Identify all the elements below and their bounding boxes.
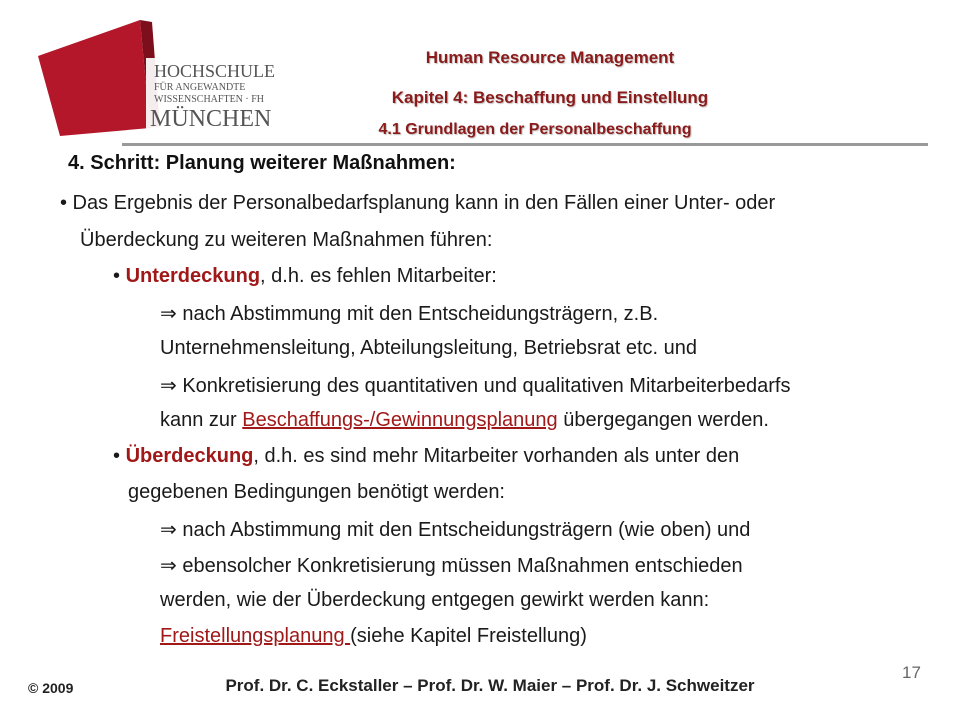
ueber-arrow1-line [160, 517, 750, 542]
course-title: Human Resource Management [425, 48, 675, 67]
ueberdeckung-line2: gegebenen Bedingungen benötigt werden: [128, 481, 505, 503]
logo-line2: FÜR ANGEWANDTE [154, 82, 246, 93]
bullet-symbol: • [113, 445, 121, 467]
logo-red-shape [38, 20, 150, 136]
unter-arrow2-text: Konkretisierung des quantitativen und qualitativen Mitarbeiterbedarfs [176, 375, 791, 397]
logo-line4: MÜNCHEN [150, 106, 272, 132]
bullet-symbol: • [113, 265, 121, 287]
unter-arrow1-line2: Unternehmensleitung, Abteilungsleitung, Betriebsrat etc. und [160, 337, 698, 359]
implies-arrow-icon: ⇒ [160, 555, 177, 577]
unterdeckung-desc: , d.h. es fehlen Mitarbeiter: [260, 265, 497, 287]
ueber-arrow2-line2: werden, wie der Überdeckung entgegen gewirkt werden kann: [160, 589, 710, 611]
logo-line3: WISSENSCHAFTEN · FH [154, 94, 265, 105]
unter-arrow1-text: nach Abstimmung mit den Entscheidungsträgern, z.B. [176, 303, 659, 325]
unterdeckung-term: Unterdeckung [125, 265, 261, 287]
ueber-arrow2-suffix: (siehe Kapitel Freistellung) [350, 625, 587, 647]
university-logo [30, 18, 280, 136]
beschaffungsplanung-link[interactable]: Beschaffungs-/Gewinnungsplanung [242, 409, 558, 431]
ueber-arrow2-text: ebensolcher Konkretisierung müssen Maßnahmen entschieden [176, 555, 743, 577]
ueber-arrow2-line1 [160, 553, 743, 578]
section-title: 4.1 Grundlagen der Personalbeschaffung [378, 121, 692, 138]
ueberdeckung-term: Überdeckung [125, 445, 254, 467]
slide-heading: 4. Schritt: Planung weiterer Maßnahmen: [68, 152, 456, 174]
implies-arrow-icon: ⇒ [160, 303, 177, 325]
unter-arrow1-line1 [160, 301, 658, 326]
unter-arrow2-prefix: kann zur [160, 409, 243, 431]
ueberdeckung-desc: , d.h. es sind mehr Mitarbeiter vorhanden als unter den [253, 445, 740, 467]
ueberdeckung-line [113, 445, 739, 468]
chapter-title: Kapitel 4: Beschaffung und Einstellung [391, 88, 709, 107]
unter-arrow2-line1 [160, 373, 790, 398]
logo-line1: HOCHSCHULE [154, 61, 276, 81]
ueber-arrow2-line3 [160, 625, 587, 648]
implies-arrow-icon: ⇒ [160, 519, 177, 541]
bullet1-line2: Überdeckung zu weiteren Maßnahmen führen: [80, 229, 493, 251]
bullet1-line1: • Das Ergebnis der Personalbedarfsplanung kann in den Fällen einer Unter- oder [60, 192, 776, 214]
page-number: 17 [902, 663, 921, 682]
copyright: © 2009 [28, 680, 74, 696]
freistellungsplanung-link[interactable]: Freistellungsplanung [160, 625, 351, 647]
ueber-arrow1-text: nach Abstimmung mit den Entscheidungsträgern (wie oben) und [176, 519, 751, 541]
unter-arrow2-suffix: übergegangen werden. [557, 409, 769, 431]
header-divider [122, 143, 928, 146]
unter-arrow2-line2 [160, 409, 769, 432]
implies-arrow-icon: ⇒ [160, 375, 177, 397]
unterdeckung-line [113, 265, 497, 288]
authors: Prof. Dr. C. Eckstaller – Prof. Dr. W. Maier – Prof. Dr. J. Schweitzer [225, 676, 755, 695]
